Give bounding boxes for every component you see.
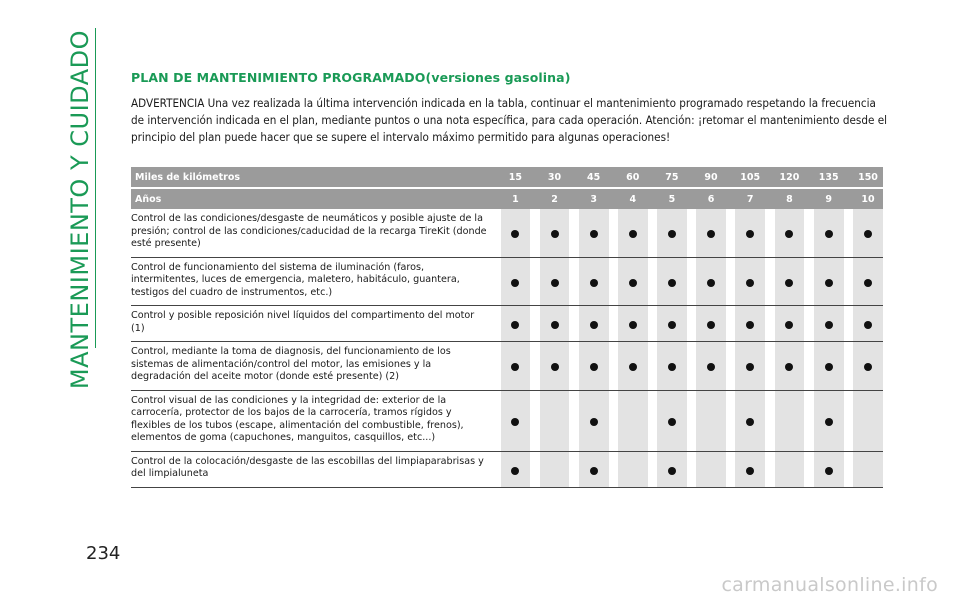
interval-cell bbox=[657, 342, 687, 391]
cell-spacer bbox=[609, 209, 618, 258]
cell-spacer bbox=[726, 306, 735, 342]
cell-spacer bbox=[726, 258, 735, 307]
table-row bbox=[131, 306, 883, 342]
cell-spacer bbox=[726, 342, 735, 391]
interval-cell bbox=[618, 391, 648, 452]
cell-spacer bbox=[569, 258, 578, 307]
section-title: PLAN DE MANTENIMIENTO PROGRAMADO(versiones gasolina) bbox=[131, 70, 571, 85]
cell-spacer bbox=[530, 306, 539, 342]
header-spacer bbox=[609, 167, 618, 189]
header-spacer bbox=[726, 167, 735, 189]
interval-cell bbox=[696, 306, 726, 342]
row-gap bbox=[493, 342, 501, 391]
km-header-row-value: 60 bbox=[618, 167, 648, 189]
cell-spacer bbox=[569, 342, 578, 391]
row-gap bbox=[493, 258, 501, 307]
interval-cell bbox=[579, 452, 609, 488]
bullet-dot-icon bbox=[590, 467, 598, 475]
cell-spacer bbox=[765, 258, 774, 307]
interval-cell bbox=[814, 342, 844, 391]
bullet-dot-icon bbox=[668, 363, 676, 371]
years-header-row-value: 1 bbox=[501, 189, 531, 209]
bullet-dot-icon bbox=[590, 230, 598, 238]
bullet-dot-icon bbox=[825, 363, 833, 371]
interval-cell bbox=[579, 391, 609, 452]
interval-cell bbox=[696, 342, 726, 391]
interval-cell bbox=[540, 342, 570, 391]
interval-cell bbox=[853, 306, 883, 342]
warning-paragraph: ADVERTENCIA Una vez realizada la última intervención indicada en la tabla, continuar el mantenimiento programado respetando la frecuencia de intervención indicada en el plan, mediante puntos o una nota específica, para cada operación. Atención: ¡retomar el mantenimiento desde el principio del plan puede hacer que se supere el intervalo máximo permitido para algunas operaciones! bbox=[131, 96, 888, 144]
bullet-dot-icon bbox=[668, 279, 676, 287]
interval-cell bbox=[579, 258, 609, 307]
bullet-dot-icon bbox=[746, 321, 754, 329]
bullet-dot-icon bbox=[825, 467, 833, 475]
page-number: 234 bbox=[86, 543, 121, 564]
bullet-dot-icon bbox=[629, 230, 637, 238]
km-header-row-value: 90 bbox=[696, 167, 726, 189]
header-spacer bbox=[765, 189, 774, 209]
interval-cell bbox=[814, 306, 844, 342]
bullet-dot-icon bbox=[707, 279, 715, 287]
interval-cell bbox=[735, 452, 765, 488]
years-header-row-value: 6 bbox=[696, 189, 726, 209]
km-header-row-value: 75 bbox=[657, 167, 687, 189]
header-spacer bbox=[569, 189, 578, 209]
interval-cell bbox=[853, 258, 883, 307]
header-spacer bbox=[648, 167, 657, 189]
bullet-dot-icon bbox=[551, 363, 559, 371]
interval-cell bbox=[696, 391, 726, 452]
cell-spacer bbox=[687, 391, 696, 452]
interval-cell bbox=[501, 209, 531, 258]
interval-cell bbox=[696, 209, 726, 258]
bullet-dot-icon bbox=[746, 418, 754, 426]
interval-cell bbox=[579, 306, 609, 342]
cell-spacer bbox=[804, 306, 813, 342]
interval-cell bbox=[735, 391, 765, 452]
bullet-dot-icon bbox=[707, 230, 715, 238]
bullet-dot-icon bbox=[785, 363, 793, 371]
bullet-dot-icon bbox=[590, 363, 598, 371]
chapter-title-text: MANTENIMIENTO Y CUIDADO bbox=[66, 30, 94, 390]
header-spacer bbox=[844, 189, 853, 209]
interval-cell bbox=[657, 452, 687, 488]
cell-spacer bbox=[609, 258, 618, 307]
interval-cell bbox=[618, 342, 648, 391]
operation-label: Control de la colocación/desgaste de las escobillas del limpiaparabrisas y del limpialuneta bbox=[131, 452, 493, 488]
header-spacer bbox=[530, 167, 539, 189]
interval-cell bbox=[540, 306, 570, 342]
interval-cell bbox=[618, 452, 648, 488]
bullet-dot-icon bbox=[746, 230, 754, 238]
cell-spacer bbox=[609, 452, 618, 488]
cell-spacer bbox=[687, 209, 696, 258]
table-row bbox=[131, 209, 883, 258]
table-row bbox=[131, 342, 883, 391]
cell-spacer bbox=[687, 452, 696, 488]
years-header-row-value: 8 bbox=[775, 189, 805, 209]
row-gap bbox=[493, 306, 501, 342]
bullet-dot-icon bbox=[785, 230, 793, 238]
cell-spacer bbox=[726, 452, 735, 488]
interval-cell bbox=[501, 452, 531, 488]
interval-cell bbox=[501, 258, 531, 307]
interval-cell bbox=[735, 209, 765, 258]
interval-cell bbox=[735, 342, 765, 391]
interval-cell bbox=[775, 209, 805, 258]
km-header-row-value: 150 bbox=[853, 167, 883, 189]
bullet-dot-icon bbox=[668, 321, 676, 329]
operation-label: Control y posible reposición nivel líquidos del compartimento del motor (1) bbox=[131, 306, 493, 342]
years-header-row-value: 3 bbox=[579, 189, 609, 209]
interval-cell bbox=[775, 391, 805, 452]
interval-cell bbox=[696, 452, 726, 488]
km-header-row-value: 120 bbox=[775, 167, 805, 189]
km-header-row bbox=[131, 167, 883, 189]
cell-spacer bbox=[804, 209, 813, 258]
interval-cell bbox=[501, 391, 531, 452]
row-gap bbox=[493, 391, 501, 452]
header-spacer bbox=[687, 189, 696, 209]
interval-cell bbox=[853, 209, 883, 258]
cell-spacer bbox=[687, 306, 696, 342]
interval-cell bbox=[814, 258, 844, 307]
cell-spacer bbox=[609, 391, 618, 452]
header-spacer bbox=[687, 167, 696, 189]
bullet-dot-icon bbox=[746, 279, 754, 287]
watermark-text: carmanualsonline.info bbox=[721, 574, 938, 596]
years-header-row-value: 10 bbox=[853, 189, 883, 209]
cell-spacer bbox=[609, 306, 618, 342]
interval-cell bbox=[853, 391, 883, 452]
cell-spacer bbox=[530, 209, 539, 258]
table-row bbox=[131, 391, 883, 452]
bullet-dot-icon bbox=[825, 321, 833, 329]
interval-cell bbox=[579, 209, 609, 258]
bullet-dot-icon bbox=[668, 418, 676, 426]
bullet-dot-icon bbox=[551, 230, 559, 238]
interval-cell bbox=[501, 306, 531, 342]
cell-spacer bbox=[804, 342, 813, 391]
bullet-dot-icon bbox=[511, 321, 519, 329]
interval-cell bbox=[775, 342, 805, 391]
interval-cell bbox=[618, 258, 648, 307]
interval-cell bbox=[540, 258, 570, 307]
cell-spacer bbox=[765, 391, 774, 452]
bullet-dot-icon bbox=[864, 279, 872, 287]
years-header-row-label: Años bbox=[131, 189, 501, 209]
cell-spacer bbox=[569, 209, 578, 258]
cell-spacer bbox=[765, 209, 774, 258]
km-header-row-value: 45 bbox=[579, 167, 609, 189]
interval-cell bbox=[735, 258, 765, 307]
interval-cell bbox=[775, 258, 805, 307]
interval-cell bbox=[618, 209, 648, 258]
maintenance-table bbox=[131, 167, 883, 488]
table-row bbox=[131, 258, 883, 307]
cell-spacer bbox=[726, 391, 735, 452]
km-header-row-value: 30 bbox=[540, 167, 570, 189]
cell-spacer bbox=[844, 306, 853, 342]
row-gap bbox=[493, 209, 501, 258]
bullet-dot-icon bbox=[825, 418, 833, 426]
header-spacer bbox=[804, 167, 813, 189]
bullet-dot-icon bbox=[511, 467, 519, 475]
header-spacer bbox=[530, 189, 539, 209]
interval-cell bbox=[657, 391, 687, 452]
cell-spacer bbox=[844, 391, 853, 452]
cell-spacer bbox=[844, 258, 853, 307]
km-header-row-label: Miles de kilómetros bbox=[131, 167, 501, 189]
operation-label: Control visual de las condiciones y la integridad de: exterior de la carrocería, protector de los bajos de la carrocería, tramos rígidos y flexibles de los tubos (escape, alimentación del combustible, frenos), elementos de goma (capuchones, manguitos, casquillos, etc...) bbox=[131, 391, 493, 452]
cell-spacer bbox=[648, 306, 657, 342]
interval-cell bbox=[735, 306, 765, 342]
bullet-dot-icon bbox=[825, 279, 833, 287]
header-spacer bbox=[765, 167, 774, 189]
cell-spacer bbox=[569, 306, 578, 342]
bullet-dot-icon bbox=[551, 321, 559, 329]
bullet-dot-icon bbox=[511, 363, 519, 371]
bullet-dot-icon bbox=[746, 363, 754, 371]
interval-cell bbox=[540, 209, 570, 258]
years-header-row bbox=[131, 189, 883, 209]
bullet-dot-icon bbox=[785, 321, 793, 329]
chapter-title-vertical bbox=[66, 30, 126, 390]
years-header-row-value: 9 bbox=[814, 189, 844, 209]
bullet-dot-icon bbox=[668, 230, 676, 238]
cell-spacer bbox=[530, 342, 539, 391]
cell-spacer bbox=[530, 391, 539, 452]
cell-spacer bbox=[765, 342, 774, 391]
bullet-dot-icon bbox=[707, 321, 715, 329]
bullet-dot-icon bbox=[629, 279, 637, 287]
table-row bbox=[131, 452, 883, 488]
header-spacer bbox=[844, 167, 853, 189]
cell-spacer bbox=[687, 342, 696, 391]
years-header-row-value: 7 bbox=[735, 189, 765, 209]
interval-cell bbox=[657, 306, 687, 342]
interval-cell bbox=[814, 209, 844, 258]
interval-cell bbox=[814, 391, 844, 452]
bullet-dot-icon bbox=[590, 418, 598, 426]
interval-cell bbox=[657, 209, 687, 258]
years-header-row-value: 2 bbox=[540, 189, 570, 209]
cell-spacer bbox=[844, 209, 853, 258]
interval-cell bbox=[775, 452, 805, 488]
header-spacer bbox=[609, 189, 618, 209]
operation-label: Control de las condiciones/desgaste de neumáticos y posible ajuste de la presión; control de las condiciones/caducidad de la recarga TireKit (donde esté presente) bbox=[131, 209, 493, 258]
header-spacer bbox=[569, 167, 578, 189]
operation-label: Control, mediante la toma de diagnosis, del funcionamiento de los sistemas de alimentación/control del motor, las emisiones y la degradación del aceite motor (donde esté presente) (2) bbox=[131, 342, 493, 391]
cell-spacer bbox=[530, 452, 539, 488]
bullet-dot-icon bbox=[668, 467, 676, 475]
bullet-dot-icon bbox=[629, 321, 637, 329]
years-header-row-value: 5 bbox=[657, 189, 687, 209]
bullet-dot-icon bbox=[551, 279, 559, 287]
bullet-dot-icon bbox=[511, 230, 519, 238]
cell-spacer bbox=[609, 342, 618, 391]
header-spacer bbox=[804, 189, 813, 209]
interval-cell bbox=[618, 306, 648, 342]
years-header-row-value: 4 bbox=[618, 189, 648, 209]
interval-cell bbox=[853, 452, 883, 488]
cell-spacer bbox=[804, 452, 813, 488]
cell-spacer bbox=[844, 452, 853, 488]
cell-spacer bbox=[648, 342, 657, 391]
cell-spacer bbox=[765, 306, 774, 342]
bullet-dot-icon bbox=[707, 363, 715, 371]
bullet-dot-icon bbox=[590, 321, 598, 329]
header-spacer bbox=[648, 189, 657, 209]
interval-cell bbox=[540, 452, 570, 488]
interval-cell bbox=[696, 258, 726, 307]
cell-spacer bbox=[726, 209, 735, 258]
cell-spacer bbox=[648, 209, 657, 258]
cell-spacer bbox=[569, 391, 578, 452]
cell-spacer bbox=[765, 452, 774, 488]
row-gap bbox=[493, 452, 501, 488]
interval-cell bbox=[579, 342, 609, 391]
cell-spacer bbox=[530, 258, 539, 307]
bullet-dot-icon bbox=[864, 230, 872, 238]
cell-spacer bbox=[648, 452, 657, 488]
interval-cell bbox=[853, 342, 883, 391]
cell-spacer bbox=[569, 452, 578, 488]
interval-cell bbox=[775, 306, 805, 342]
cell-spacer bbox=[648, 391, 657, 452]
bullet-dot-icon bbox=[825, 230, 833, 238]
cell-spacer bbox=[687, 258, 696, 307]
header-spacer bbox=[726, 189, 735, 209]
cell-spacer bbox=[844, 342, 853, 391]
cell-spacer bbox=[804, 258, 813, 307]
bullet-dot-icon bbox=[864, 321, 872, 329]
interval-cell bbox=[540, 391, 570, 452]
bullet-dot-icon bbox=[746, 467, 754, 475]
bullet-dot-icon bbox=[864, 363, 872, 371]
bullet-dot-icon bbox=[629, 363, 637, 371]
interval-cell bbox=[657, 258, 687, 307]
km-header-row-value: 105 bbox=[735, 167, 765, 189]
km-header-row-value: 15 bbox=[501, 167, 531, 189]
bullet-dot-icon bbox=[785, 279, 793, 287]
km-header-row-value: 135 bbox=[814, 167, 844, 189]
bullet-dot-icon bbox=[511, 279, 519, 287]
cell-spacer bbox=[648, 258, 657, 307]
interval-cell bbox=[501, 342, 531, 391]
interval-cell bbox=[814, 452, 844, 488]
operation-label: Control de funcionamiento del sistema de iluminación (faros, intermitentes, luces de emergencia, maletero, habitáculo, guantera, testigos del cuadro de instrumentos, etc.) bbox=[131, 258, 493, 307]
bullet-dot-icon bbox=[590, 279, 598, 287]
cell-spacer bbox=[804, 391, 813, 452]
bullet-dot-icon bbox=[511, 418, 519, 426]
